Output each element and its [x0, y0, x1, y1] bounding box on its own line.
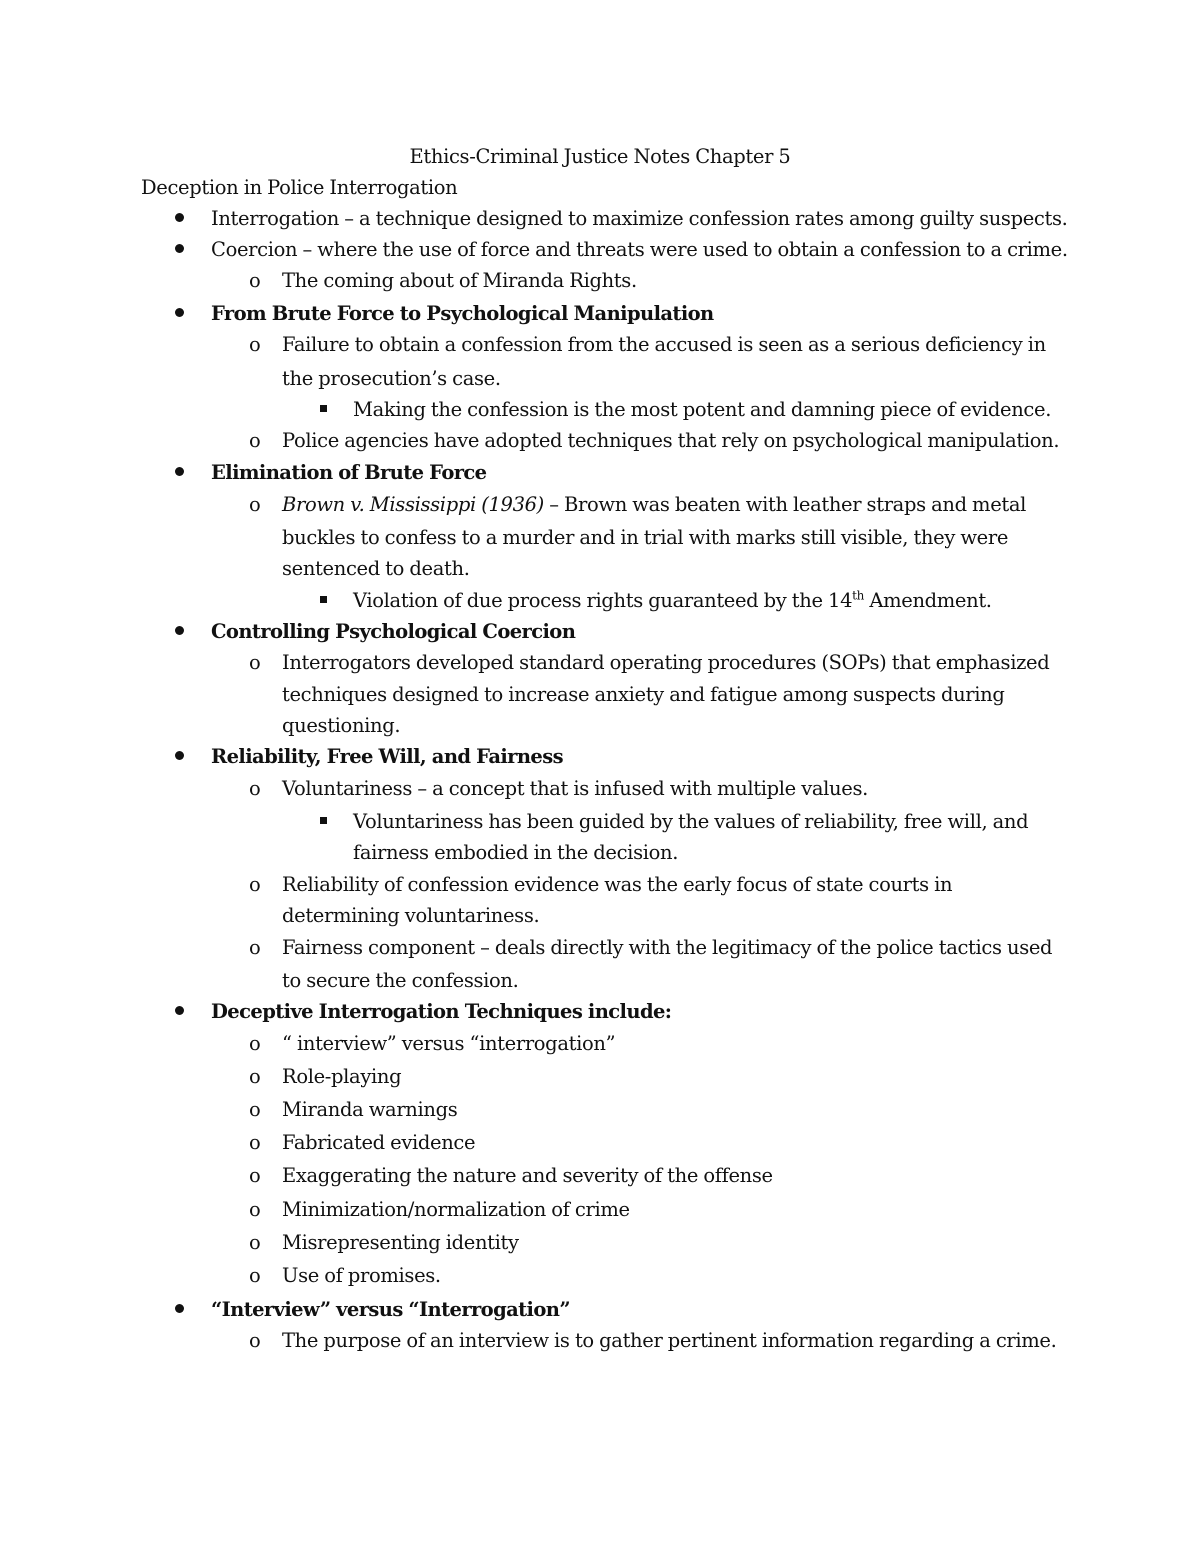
list-item: Reliability of confession evidence was the early focus of state courts in — [282, 873, 953, 896]
list-item: The coming about of Miranda Rights. — [282, 269, 637, 292]
list-heading: Controlling Psychological Coercion — [211, 620, 576, 643]
sub-bullet-icon: o — [249, 936, 261, 959]
sub-bullet-icon: o — [249, 1032, 261, 1055]
sub-bullet-icon: o — [249, 873, 261, 896]
list-item-continued: determining voluntariness. — [282, 904, 540, 927]
case-citation: Brown v. Mississippi (1936) — [282, 493, 544, 516]
list-item: Making the confession is the most potent and damning piece of evidence. — [353, 398, 1052, 421]
bullet-icon — [175, 1006, 184, 1015]
list-item: Interrogators developed standard operating procedures (SOPs) that emphasized — [282, 651, 1050, 674]
sub-bullet-icon: o — [249, 493, 261, 516]
list-item: Exaggerating the nature and severity of the offense — [282, 1164, 773, 1187]
list-item: Violation of due process rights guaranteed by the 14th Amendment. — [353, 588, 992, 612]
list-item: Miranda warnings — [282, 1098, 458, 1121]
bullet-icon — [175, 244, 184, 253]
list-item: Fabricated evidence — [282, 1131, 476, 1154]
list-item: Role-playing — [282, 1065, 402, 1088]
document-title: Ethics-Criminal Justice Notes Chapter 5 — [409, 145, 791, 168]
list-heading: Elimination of Brute Force — [211, 461, 487, 484]
list-item-continued: to secure the confession. — [282, 969, 519, 992]
bullet-icon — [175, 1304, 184, 1313]
sub-bullet-icon: o — [249, 777, 261, 800]
square-bullet-icon — [320, 596, 327, 603]
sub-bullet-icon: o — [249, 429, 261, 452]
sub-bullet-icon: o — [249, 269, 261, 292]
sub-bullet-icon: o — [249, 1164, 261, 1187]
list-item: Interrogation – a technique designed to maximize confession rates among guilty suspects. — [211, 207, 1068, 230]
square-bullet-icon — [320, 405, 327, 412]
sub-bullet-icon: o — [249, 1098, 261, 1121]
list-heading: From Brute Force to Psychological Manipulation — [211, 302, 714, 325]
list-item: Brown v. Mississippi (1936) – Brown was beaten with leather straps and metal — [282, 493, 1027, 516]
list-item-continued: the prosecution’s case. — [282, 367, 501, 390]
bullet-icon — [175, 626, 184, 635]
list-item-continued: techniques designed to increase anxiety and fatigue among suspects during — [282, 683, 1005, 706]
list-item: Failure to obtain a confession from the accused is seen as a serious deficiency in — [282, 333, 1046, 356]
list-heading: Deceptive Interrogation Techniques include: — [211, 1000, 672, 1023]
list-item: “ interview” versus “interrogation” — [282, 1032, 616, 1055]
list-item: Use of promises. — [282, 1264, 441, 1287]
bullet-icon — [175, 467, 184, 476]
list-item-continued: questioning. — [282, 714, 401, 737]
bullet-icon — [175, 213, 184, 222]
list-item: Voluntariness – a concept that is infused with multiple values. — [282, 777, 868, 800]
list-item: The purpose of an interview is to gather pertinent information regarding a crime. — [282, 1329, 1057, 1352]
list-item: Minimization/normalization of crime — [282, 1198, 630, 1221]
sub-bullet-icon: o — [249, 1131, 261, 1154]
sub-bullet-icon: o — [249, 1329, 261, 1352]
sub-bullet-icon: o — [249, 1264, 261, 1287]
list-heading: Reliability, Free Will, and Fairness — [211, 745, 563, 768]
bullet-icon — [175, 751, 184, 760]
sub-bullet-icon: o — [249, 333, 261, 356]
list-item: Coercion – where the use of force and threats were used to obtain a confession to a crime. — [211, 238, 1068, 261]
square-bullet-icon — [320, 817, 327, 824]
section-heading: Deception in Police Interrogation — [141, 176, 458, 199]
sub-bullet-icon: o — [249, 651, 261, 674]
list-item: Fairness component – deals directly with the legitimacy of the police tactics used — [282, 936, 1053, 959]
list-item-continued: buckles to confess to a murder and in trial with marks still visible, they were — [282, 526, 1009, 549]
list-item: Police agencies have adopted techniques that rely on psychological manipulation. — [282, 429, 1060, 452]
sub-bullet-icon: o — [249, 1231, 261, 1254]
list-item: Misrepresenting identity — [282, 1231, 519, 1254]
sub-bullet-icon: o — [249, 1198, 261, 1221]
list-heading: “Interview” versus “Interrogation” — [211, 1298, 570, 1321]
list-item-continued: sentenced to death. — [282, 557, 470, 580]
list-item: Voluntariness has been guided by the values of reliability, free will, and — [353, 810, 1029, 833]
bullet-icon — [175, 308, 184, 317]
list-item-continued: fairness embodied in the decision. — [353, 841, 679, 864]
sub-bullet-icon: o — [249, 1065, 261, 1088]
